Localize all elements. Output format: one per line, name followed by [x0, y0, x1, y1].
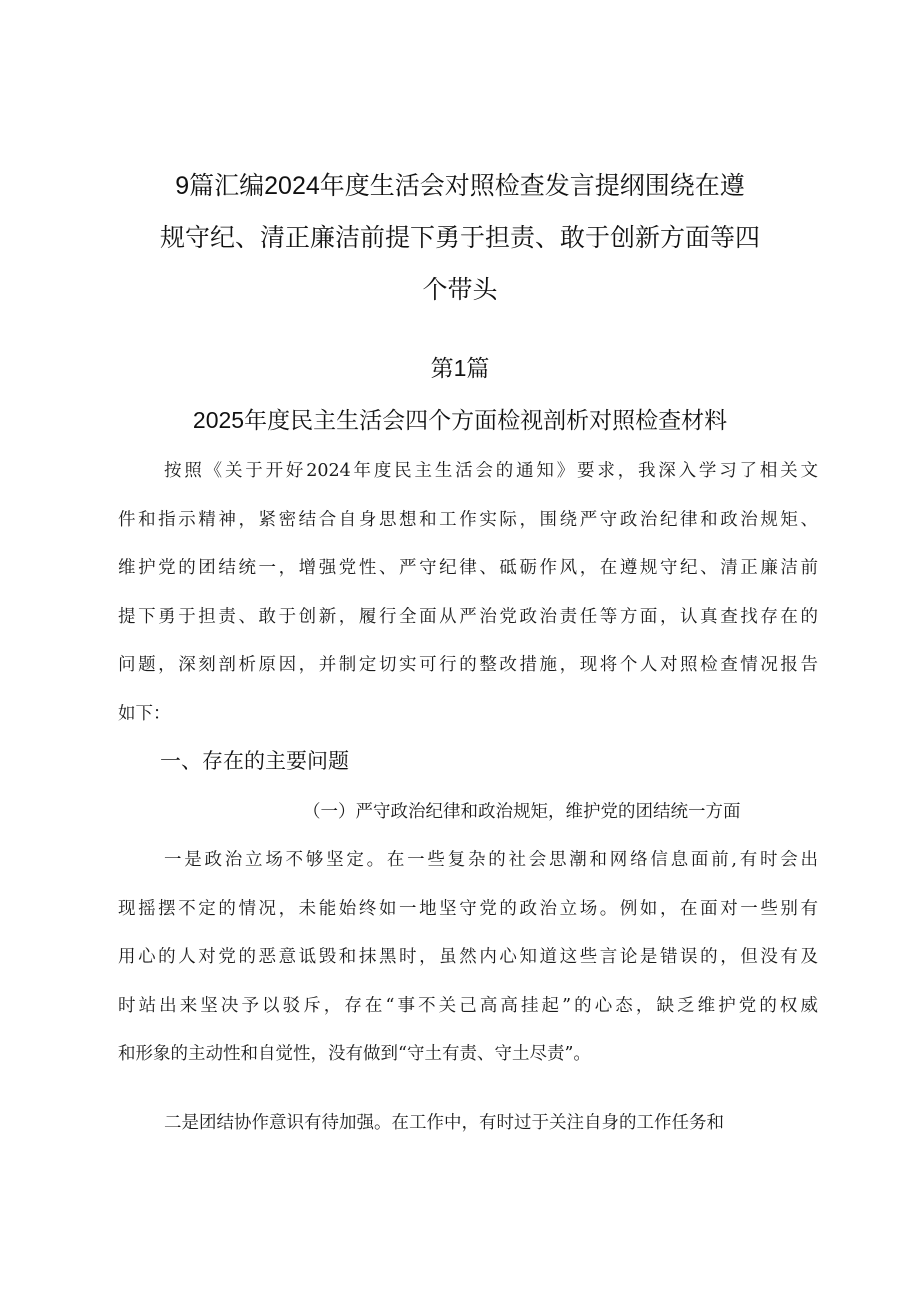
text-line: 二是团结协作意识有待加强。在工作中，有时过于关注自身的工作任务和	[164, 1113, 724, 1133]
title-line: 9篇汇编2024年度生活会对照检查发言提纲围绕在遵	[175, 172, 745, 200]
text-line: 提下勇于担责、敢于创新，履行全面从严治党政治责任等方面，认真查找存在的	[118, 606, 818, 627]
text-line: 现摇摆不定的情况，未能始终如一地坚守党的政治立场。例如，在面对一些别有	[118, 898, 818, 919]
section-number: 第1篇	[430, 355, 490, 381]
text-line: 按照《关于开好2024年度民主生活会的通知》要求，我深入学习了相关文	[164, 461, 818, 481]
text-line: 时站出来坚决予以驳斥，存在“事不关己高高挂起”的心态，缺乏维护党的权威	[118, 995, 818, 1016]
text-line: 和形象的主动性和自觉性，没有做到“守土有责、守土尽责”。	[118, 1044, 591, 1064]
text-line: 件和指示精神，紧密结合自身思想和工作实际，围绕严守政治纪律和政治规矩、	[118, 509, 818, 530]
heading-main-problems: 一、存在的主要问题	[160, 750, 349, 773]
title-line: 规守纪、清正廉洁前提下勇于担责、敢于创新方面等四	[159, 224, 760, 252]
paragraph-political-stance	[118, 836, 818, 1079]
subheading-political-discipline: （一）严守政治纪律和政治规矩，维护党的团结统一方面	[303, 802, 741, 822]
text-line: 问题，深刻剖析原因，并制定切实可行的整改措施，现将个人对照检查情况报告	[118, 655, 818, 675]
document-title	[140, 160, 780, 316]
intro-paragraph	[118, 447, 818, 738]
text-line: 维护党的团结统一，增强党性、严守纪律、砥砺作风，在遵规守纪、清正廉洁前	[118, 558, 818, 578]
section-title: 2025年度民主生活会四个方面检视剖析对照检查材料	[192, 407, 728, 433]
paragraph-teamwork	[118, 1099, 818, 1148]
text-line: 一是政治立场不够坚定。在一些复杂的社会思潮和网络信息面前,有时会出	[164, 850, 818, 870]
text-line: 如下：	[118, 703, 171, 724]
text-line: 用心的人对党的恶意诋毁和抹黑时，虽然内心知道这些言论是错误的，但没有及	[118, 947, 818, 967]
title-line: 个带头	[422, 276, 498, 304]
